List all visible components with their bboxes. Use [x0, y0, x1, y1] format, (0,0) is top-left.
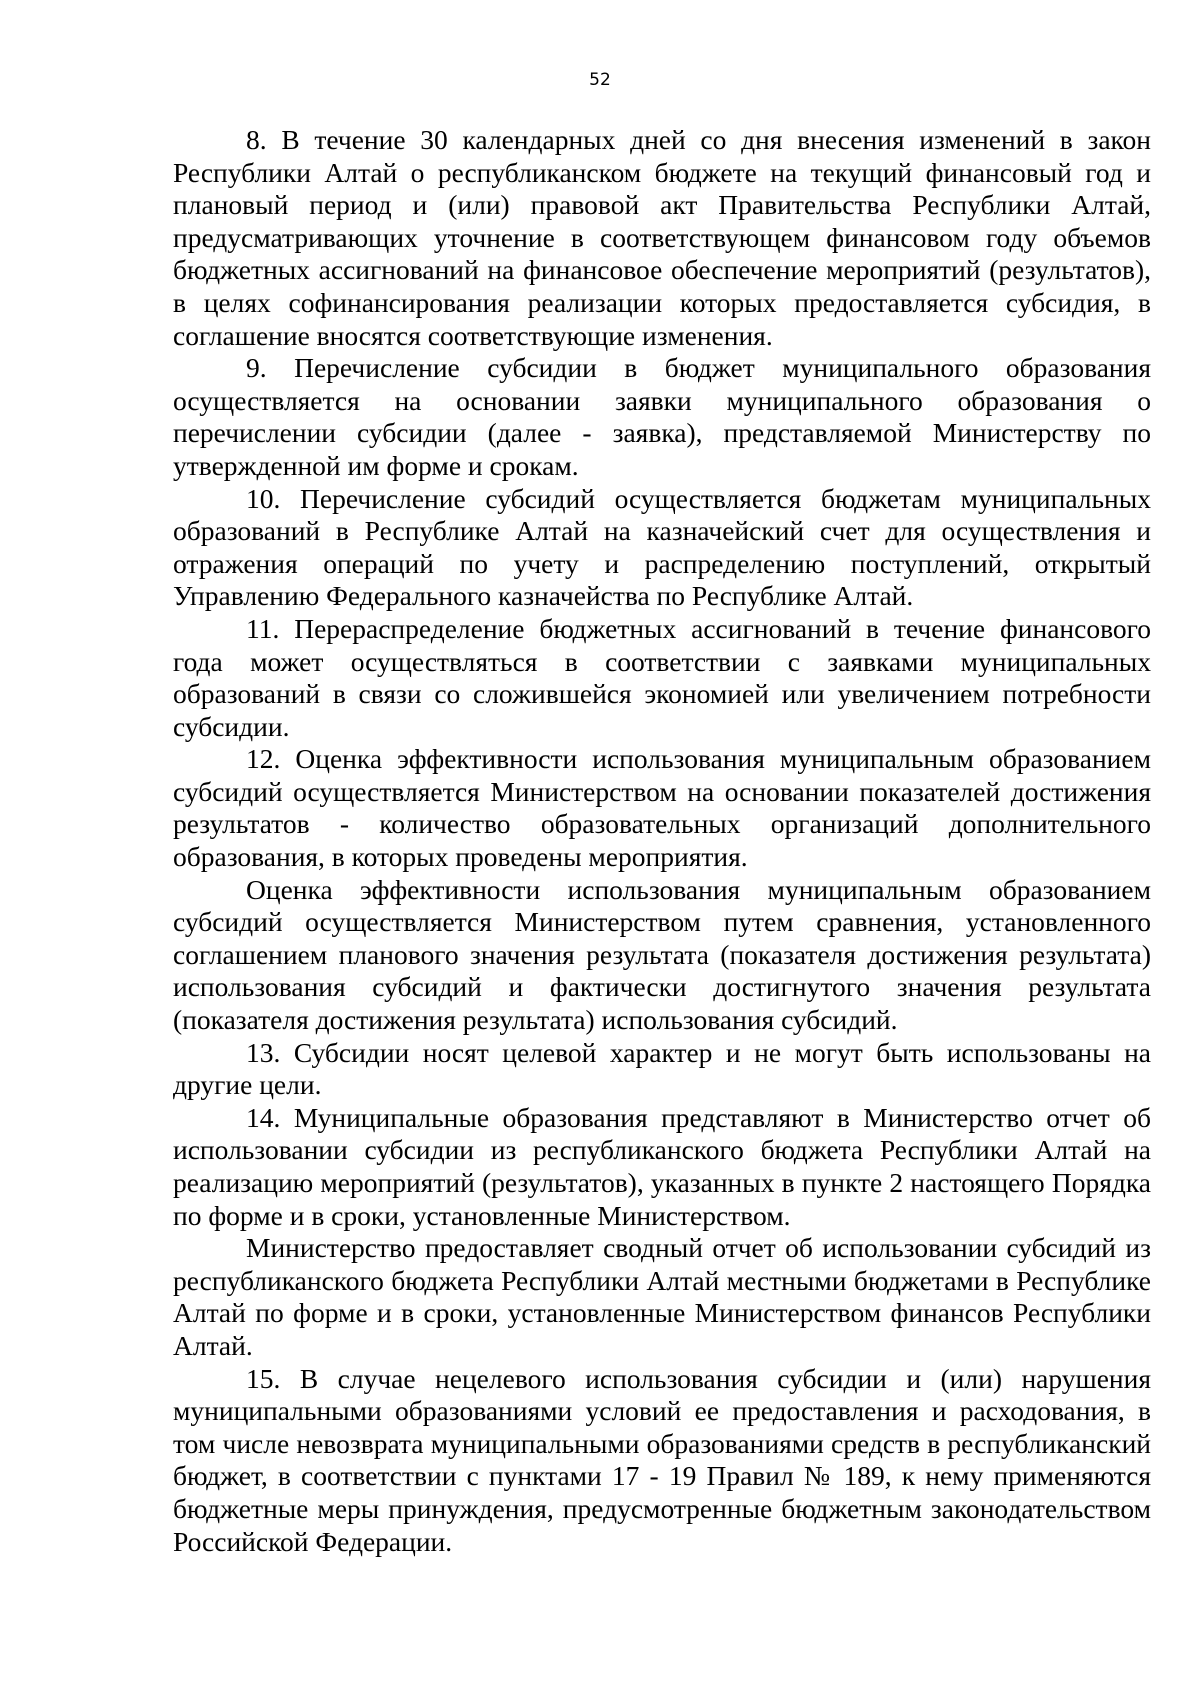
paragraph-11: 11. Перераспределение бюджетных ассигнований в течение финансового года может осуществляться в соответствии с заявками муниципальных образований в связи со сложившейся экономией или увеличением потребности субсидии. — [173, 612, 1151, 742]
paragraph-14: 14. Муниципальные образования представляют в Министерство отчет об использовании субсидии из республиканского бюджета Республики Алтай на реализацию мероприятий (результатов), указанных в пункте 2 настоящего Порядка по форме и в сроки, установленные Министерством. — [173, 1101, 1151, 1231]
paragraph-15: 15. В случае нецелевого использования субсидии и (или) нарушения муниципальными образованиями условий ее предоставления и расходования, в том числе невозврата муниципальными образованиями средств в республиканский бюджет, в соответствии с пунктами 17 - 19 Правил № 189, к нему применяются бюджетные меры принуждения, предусмотренные бюджетным законодательством Российской Федерации. — [173, 1362, 1151, 1557]
paragraph-12: 12. Оценка эффективности использования муниципальным образованием субсидий осуществляется Министерством на основании показателей достижения результатов - количество образовательных организаций дополнительного образования, в которых проведены мероприятия. — [173, 743, 1151, 873]
paragraph-13: 13. Субсидии носят целевой характер и не могут быть использованы на другие цели. — [173, 1036, 1151, 1101]
paragraph-14-continuation: Министерство предоставляет сводный отчет об использовании субсидий из республиканского бюджета Республики Алтай местными бюджетами в Республике Алтай по форме и в сроки, установленные Министерством финансов Республики Алтай. — [173, 1232, 1151, 1361]
paragraph-8: 8. В течение 30 календарных дней со дня внесения изменений в закон Республики Алтай о республиканском бюджете на текущий финансовый год и плановый период и (или) правовой акт Правительства Республики Алтай, предусматривающих уточнение в соответствующем финансовом году объемов бюджетных ассигнований на финансовое обеспечение мероприятий (результатов), в целях софинансирования реализации которых предоставляется субсидия, в соглашение вносятся соответствующие изменения. — [173, 124, 1151, 351]
paragraph-10: 10. Перечисление субсидий осуществляется бюджетам муниципальных образований в Республике Алтай на казначейский счет для осуществления и отражения операций по учету и распределению поступлений, открытый Управлению Федерального казначейства по Республике Алтай. — [173, 482, 1151, 612]
page-number: 52 — [589, 70, 611, 90]
document-body — [173, 124, 1151, 1558]
paragraph-9: 9. Перечисление субсидии в бюджет муниципального образования осуществляется на основании заявки муниципального образования о перечислении субсидии (далее - заявка), представляемой Министерству по утвержденной им форме и срокам. — [173, 352, 1151, 481]
paragraph-12-continuation: Оценка эффективности использования муниципальным образованием субсидий осуществляется Министерством путем сравнения, установленного соглашением планового значения результата (показателя достижения результата) использования субсидий и фактически достигнутого значения результата (показателя достижения результата) использования субсидий. — [173, 873, 1151, 1036]
